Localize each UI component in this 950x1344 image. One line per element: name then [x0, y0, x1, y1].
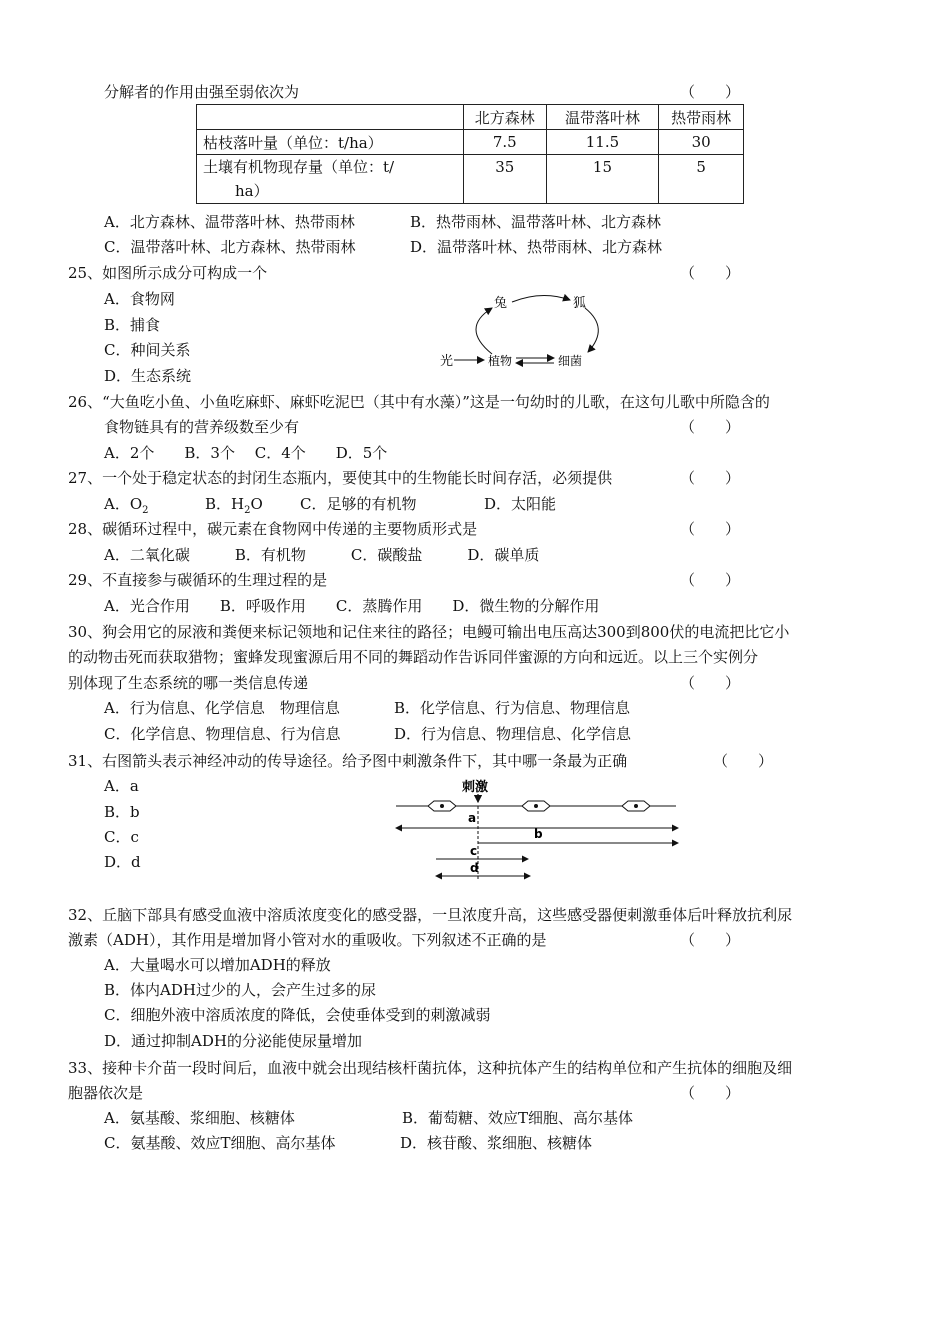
q24-stem: 分解者的作用由强至弱依次为 [104, 83, 300, 101]
fig-node-left [428, 801, 456, 811]
q32-answer-paren: （ ） [680, 931, 741, 949]
q24-data-table [196, 104, 744, 204]
q32-option-d[interactable]: D．通过抑制ADH的分泌能使尿量增加 [104, 1032, 362, 1050]
q29-answer-paren: （ ） [680, 571, 741, 589]
q30-stem-line2: 的动物击死而获取猎物；蜜蜂发现蜜源后用不同的舞蹈动作告诉同伴蜜源的方向和远近。以上三个实例分 [68, 648, 759, 666]
fig-label-c: c [470, 844, 478, 858]
q27-option-b-tail: O [250, 495, 263, 513]
fig-light-label: 光 [440, 354, 454, 369]
q24-option-c[interactable]: C．温带落叶林、北方森林、热带雨林 [104, 238, 356, 256]
q28-stem: 28、碳循环过程中，碳元素在食物网中传递的主要物质形式是 [68, 520, 478, 538]
q31-answer-paren: （ ） [713, 752, 774, 770]
fig-bacteria-label: 细菌 [558, 354, 583, 368]
table-header-cell: 温带落叶林 [546, 105, 659, 130]
q33-option-b[interactable]: B．葡萄糖、效应T细胞、高尔基体 [402, 1109, 634, 1127]
q30-option-c[interactable]: C．化学信息、物理信息、行为信息 [104, 725, 341, 743]
q32-option-b[interactable]: B．体内ADH过少的人，会产生过多的尿 [104, 981, 376, 999]
q33-option-c[interactable]: C．氨基酸、效应T细胞、高尔基体 [104, 1134, 336, 1152]
fig-label-b: b [534, 827, 543, 841]
table-row-label-line2: ha） [235, 182, 269, 200]
table-cell: 15 [546, 155, 659, 204]
q30-option-b[interactable]: B．化学信息、行为信息、物理信息 [394, 699, 631, 717]
q28-answer-paren: （ ） [680, 520, 741, 538]
q29-options[interactable]: A．光合作用 B．呼吸作用 C．蒸腾作用 D．微生物的分解作用 [104, 597, 600, 615]
fig-fox-label: 狐 [573, 296, 587, 311]
q27-option-b-text: B．H [205, 495, 245, 513]
fig-label-a: a [468, 811, 477, 825]
table-header-cell: 热带雨林 [659, 105, 744, 130]
q30-option-d[interactable]: D．行为信息、物理信息、化学信息 [394, 725, 632, 743]
table-cell: 7.5 [463, 130, 546, 155]
fig-node-right [622, 801, 650, 811]
q25-answer-paren: （ ） [680, 264, 741, 282]
q33-stem-line2: 胞器依次是 [68, 1084, 144, 1102]
fig-arrow-rabbit-fox [512, 295, 570, 302]
q31-option-d[interactable]: D．d [104, 853, 141, 871]
q32-stem-line1: 32、丘脑下部具有感受血液中溶质浓度变化的感受器，一旦浓度升高，这些感受器便刺激垂体后叶释放抗利尿 [68, 906, 793, 924]
q27-option-c[interactable]: C．足够的有机物 [300, 495, 417, 513]
q24-answer-paren: （ ） [680, 83, 741, 101]
fig-arrow-plant-rabbit [476, 308, 492, 354]
q25-stem: 25、如图所示成分可构成一个 [68, 264, 268, 282]
q30-option-a[interactable]: A．行为信息、化学信息 物理信息 [104, 699, 340, 717]
q31-stem: 31、右图箭头表示神经冲动的传导途径。给予图中刺激条件下，其中哪一条最为正确 [68, 752, 628, 770]
q28-options[interactable]: A．二氧化碳 B．有机物 C．碳酸盐 D．碳单质 [104, 546, 540, 564]
q33-answer-paren: （ ） [680, 1084, 741, 1102]
table-header-cell: 北方森林 [463, 105, 546, 130]
q25-ecosystem-figure [430, 288, 630, 376]
q24-option-d[interactable]: D．温带落叶林、热带雨林、北方森林 [410, 238, 663, 256]
q32-stem-line2: 激素（ADH），其作用是增加肾小管对水的重吸收。下列叙述不正确的是 [68, 931, 547, 949]
q26-stem-line1: 26、“大鱼吃小鱼、小鱼吃麻虾、麻虾吃泥巴（其中有水藻）”这是一句幼时的儿歌，在这句儿歌中所隐含的 [68, 393, 770, 411]
table-corner-cell [197, 105, 464, 130]
fig-label-d: d [470, 861, 479, 875]
fig-stimulus-label: 刺激 [462, 780, 489, 795]
q31-neuron-figure [388, 776, 688, 882]
q27-answer-paren: （ ） [680, 469, 741, 487]
q25-option-c[interactable]: C．种间关系 [104, 341, 191, 359]
q27-option-d[interactable]: D．太阳能 [484, 495, 557, 513]
q30-answer-paren: （ ） [680, 674, 741, 692]
q27-stem: 27、一个处于稳定状态的封闭生态瓶内，要使其中的生物能长时间存活，必须提供 [68, 469, 613, 487]
table-row-label [197, 155, 464, 204]
q27-option-a-text: A．O [104, 495, 143, 513]
q26-stem-line2: 食物链具有的营养级数至少有 [104, 418, 300, 436]
table-row-label-line1: 土壤有机物现存量（单位：t/ [203, 158, 395, 176]
q25-option-a[interactable]: A．食物网 [104, 290, 175, 308]
table-cell: 5 [659, 155, 744, 204]
table-cell: 11.5 [546, 130, 659, 155]
fig-rabbit-label: 兔 [494, 296, 508, 311]
q33-stem-line1: 33、接种卡介苗一段时间后，血液中就会出现结核杆菌抗体，这种抗体产生的结构单位和产生抗体的细胞及细 [68, 1059, 793, 1077]
q27-option-a-subscript: 2 [142, 505, 149, 516]
q31-option-b[interactable]: B．b [104, 803, 140, 821]
table-row-label: 枯枝落叶量（单位：t/ha） [197, 130, 464, 155]
q25-option-b[interactable]: B．捕食 [104, 316, 161, 334]
q26-options[interactable]: A．2个 B．3个 C．4个 D．5个 [104, 444, 388, 462]
fig-node-middle [522, 801, 550, 811]
table-header-row [197, 105, 744, 130]
q27-option-b-subscript: 2 [244, 505, 251, 516]
q24-option-b[interactable]: B．热带雨林、温带落叶林、北方森林 [410, 213, 662, 231]
q30-stem-line1: 30、狗会用它的尿液和粪便来标记领地和记住来往的路径；电鳗可输出电压高达300到800伏的电流把比它小 [68, 623, 790, 641]
q31-option-a[interactable]: A．a [104, 777, 139, 795]
q27-option-a[interactable] [104, 494, 149, 521]
q33-option-a[interactable]: A．氨基酸、浆细胞、核糖体 [104, 1109, 295, 1127]
q24-option-a[interactable]: A．北方森林、温带落叶林、热带雨林 [104, 213, 355, 231]
fig-plant-label: 植物 [488, 354, 513, 368]
q27-option-b[interactable] [205, 494, 263, 521]
table-cell: 35 [463, 155, 546, 204]
q25-option-d[interactable]: D．生态系统 [104, 367, 192, 385]
q26-answer-paren: （ ） [680, 418, 741, 436]
table-row [197, 130, 744, 155]
q33-option-d[interactable]: D．核苷酸、浆细胞、核糖体 [400, 1134, 593, 1152]
q31-option-c[interactable]: C．c [104, 828, 139, 846]
table-row [197, 155, 744, 204]
q32-option-c[interactable]: C．细胞外液中溶质浓度的降低，会使垂体受到的刺激减弱 [104, 1006, 491, 1024]
table-cell: 30 [659, 130, 744, 155]
fig-arrow-fox-bacteria [585, 308, 598, 352]
q32-option-a[interactable]: A．大量喝水可以增加ADH的释放 [104, 956, 331, 974]
q29-stem: 29、不直接参与碳循环的生理过程的是 [68, 571, 328, 589]
q30-stem-line3: 别体现了生态系统的哪一类信息传递 [68, 674, 309, 692]
